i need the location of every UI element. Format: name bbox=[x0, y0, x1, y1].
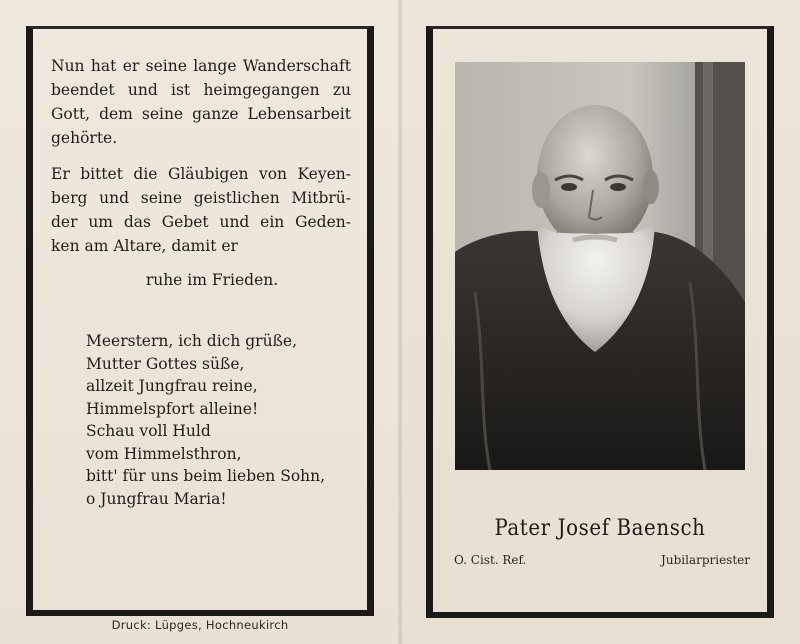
text-line: beendet und ist heimgegangen zu bbox=[51, 81, 351, 99]
portrait-photo bbox=[455, 62, 745, 470]
verse-line: allzeit Jungfrau reine, bbox=[86, 377, 258, 395]
deceased-name: Pater Josef Baensch bbox=[494, 516, 706, 541]
text-line: ken am Altare, damit er bbox=[51, 237, 238, 255]
verse-line: Schau voll Huld bbox=[86, 422, 211, 440]
marian-prayer bbox=[86, 330, 325, 510]
verse-line: Meerstern, ich dich grüße, bbox=[86, 332, 298, 350]
verse-line: Himmelspfort alleine! bbox=[86, 399, 259, 418]
verse-line: o Jungfrau Maria! bbox=[86, 489, 227, 508]
verse-line: bitt' für uns beim lieben Sohn, bbox=[86, 467, 326, 485]
verse-line: Mutter Gottes süße, bbox=[86, 354, 245, 373]
text-line: Nun hat er seine lange Wanderschaft bbox=[51, 57, 351, 75]
text-line: Er bittet die Gläubigen von Keyen- bbox=[51, 165, 351, 183]
text-line: berg und seine geistlichen Mitbrü- bbox=[51, 189, 351, 207]
card-fold bbox=[398, 0, 402, 644]
verse-line: vom Himmelsthron, bbox=[86, 444, 242, 463]
text-line: Gott, dem seine ganze Lebensarbeit bbox=[51, 105, 351, 123]
rest-in-peace-line: ruhe im Frieden. bbox=[145, 271, 279, 289]
portrait-illustration bbox=[455, 62, 745, 470]
memorial-text bbox=[51, 54, 351, 292]
text-line: der um das Gebet und ein Geden- bbox=[51, 213, 351, 231]
priest-title: Jubilarpriester bbox=[661, 553, 750, 567]
religious-order: O. Cist. Ref. bbox=[454, 553, 527, 567]
paragraph-wanderschaft bbox=[51, 54, 351, 150]
paragraph-gebet bbox=[51, 162, 351, 258]
text-line: gehörte. bbox=[51, 129, 118, 147]
printer-credit: Druck: Lüpges, Hochneukirch bbox=[111, 618, 289, 632]
